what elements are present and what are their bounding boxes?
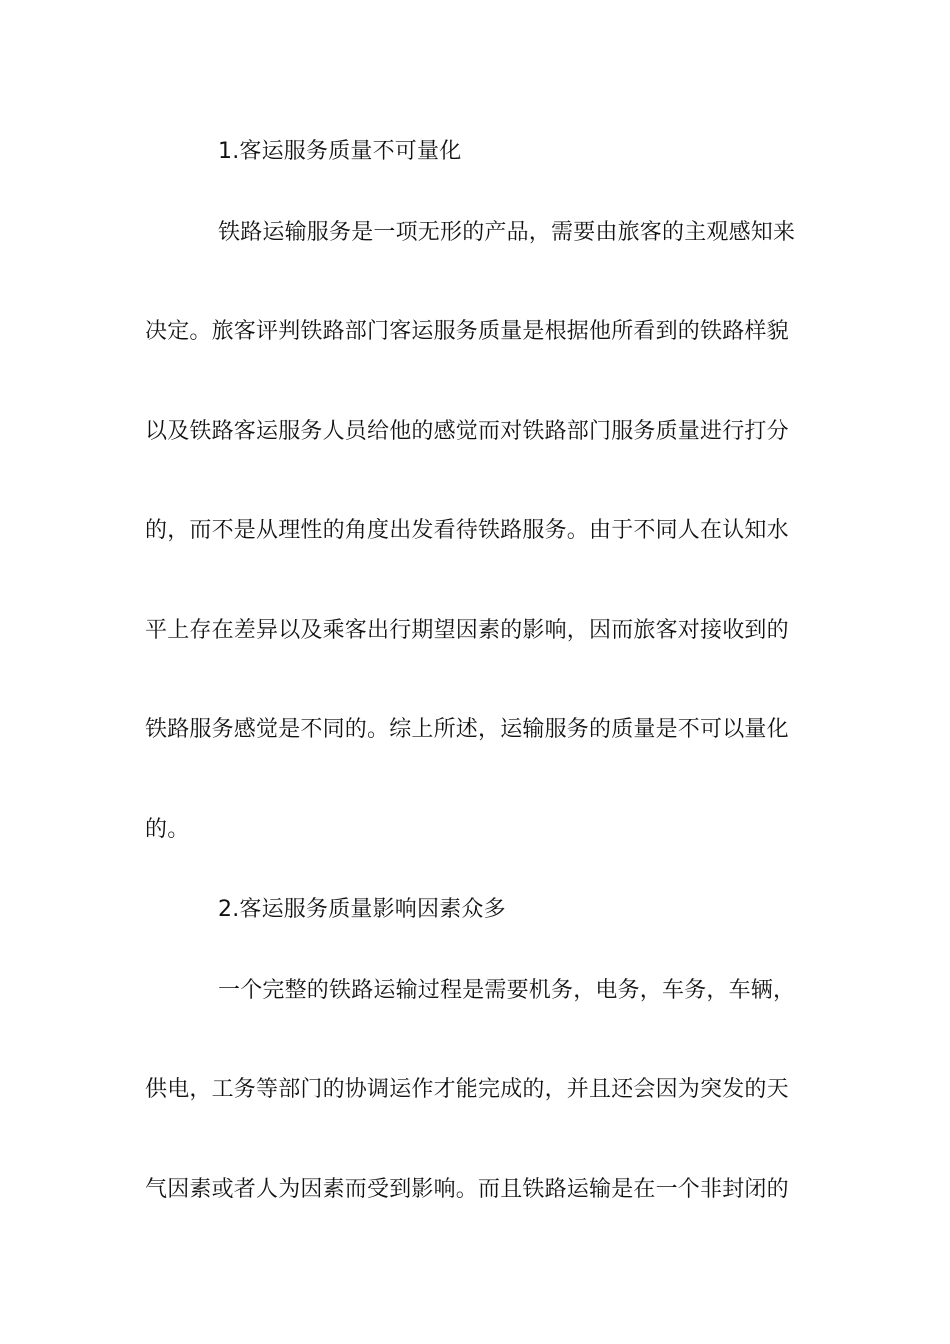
paragraph-line: 的。 (145, 817, 190, 842)
paragraph-line: 铁路运输服务是一项无形的产品，需要由旅客的主观感知来 (218, 220, 796, 245)
section2-heading: 2.客运服务质量影响因素众多 (218, 897, 506, 922)
paragraph-line: 的，而不是从理性的角度出发看待铁路服务。由于不同人在认知水 (145, 518, 789, 543)
section1-heading: 1.客运服务质量不可量化 (218, 139, 462, 164)
paragraph-line: 供电，工务等部门的协调运作才能完成的，并且还会因为突发的天 (145, 1077, 789, 1102)
paragraph-line: 以及铁路客运服务人员给他的感觉而对铁路部门服务质量进行打分 (145, 419, 789, 444)
paragraph-line: 气因素或者人为因素而受到影响。而且铁路运输是在一个非封闭的 (145, 1177, 789, 1202)
paragraph-line: 决定。旅客评判铁路部门客运服务质量是根据他所看到的铁路样貌 (145, 319, 789, 344)
paragraph-line: 平上存在差异以及乘客出行期望因素的影响，因而旅客对接收到的 (145, 618, 789, 643)
paragraph-line: 铁路服务感觉是不同的。综上所述，运输服务的质量是不可以量化 (145, 717, 789, 742)
paragraph-line: 一个完整的铁路运输过程是需要机务，电务，车务，车辆， (218, 978, 796, 1003)
